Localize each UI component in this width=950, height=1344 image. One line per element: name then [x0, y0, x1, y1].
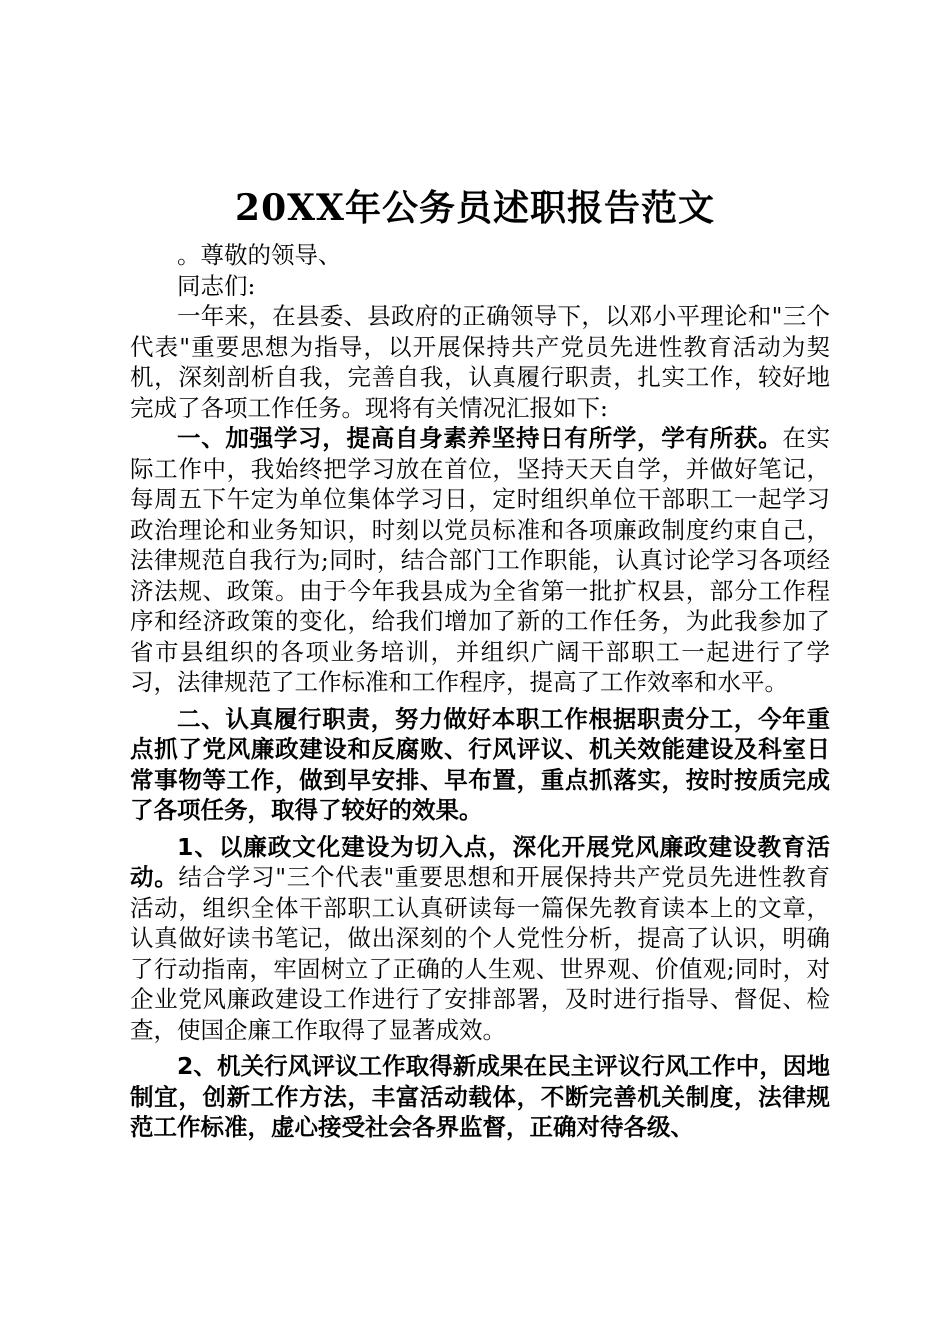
- section-1-body: 在实际工作中，我始终把学习放在首位，坚持天天自学，并做好笔记，每周五下午定为单位集体学习日，定时组织单位干部职工一起学习政治理论和业务知识，时刻以党员标准和各项廉政制度约束自己，法律规范自我行为;同时，结合部门工作职能，认真讨论学习各项经济法规、政策。由于今年我县成为全省第一批扩权县，部分工作程序和经济政策的变化，给我们增加了新的工作任务，为此我参加了省市县组织的各项业务培训，并组织广阔干部职工一起进行了学习，法律规范了工作标准和工作程序，提高了工作效率和水平。: [130, 424, 831, 696]
- section-1-paragraph: [130, 423, 830, 698]
- section-2-heading: 二、认真履行职责，努力做好本职工作根据职责分工，今年重点抓了党风廉政建设和反腐败、行风评议、机关效能建设及科室日常事物等工作，做到早安排、早布置，重点抓落实，按时按质完成了各项任务，取得了较好的效果。: [130, 704, 830, 824]
- item-2-heading: 2、机关行风评议工作取得新成果在民主评议行风工作中，因地制宜，创新工作方法，丰富活动载体，不断完善机关制度，法律规范工作标准，虚心接受社会各界监督，正确对待各级、: [130, 1052, 830, 1141]
- document-title: 20XX年公务员述职报告范文: [235, 187, 715, 229]
- document-body: [130, 240, 830, 1143]
- item-1-paragraph: [130, 832, 830, 1046]
- item-1-body: 结合学习"三个代表"重要思想和开展保持共产党员先进性教育活动，组织全体干部职工认真研读每一篇保先教育读本上的文章，认真做好读书笔记，做出深刻的个人党性分析，提高了认识，明确了行动指南，牢固树立了正确的人生观、世界观、价值观;同时，对企业党风廉政建设工作进行了安排部署，及时进行指导、督促、检查，使国企廉工作取得了显著成效。: [130, 863, 830, 1044]
- intro-paragraph: 一年来，在县委、县政府的正确领导下，以邓小平理论和"三个代表"重要思想为指导，以开展保持共产党员先进性教育活动为契机，深刻剖析自我，完善自我，认真履行职责，扎实工作，较好地完成了各项工作任务。现将有关情况汇报如下:: [130, 302, 830, 422]
- section-2-paragraph: [130, 704, 830, 826]
- item-2-paragraph: [130, 1051, 830, 1143]
- salutation-line-1: 。尊敬的领导、: [177, 241, 342, 269]
- salutation-line-2: 同志们:: [177, 271, 256, 300]
- section-1-heading: 一、加强学习，提高自身素养坚持日有所学，学有所获。: [177, 424, 783, 452]
- item-1-heading: 1、以廉政文化建设为切入点，深化开展党风廉政建设教育活动。: [130, 832, 830, 891]
